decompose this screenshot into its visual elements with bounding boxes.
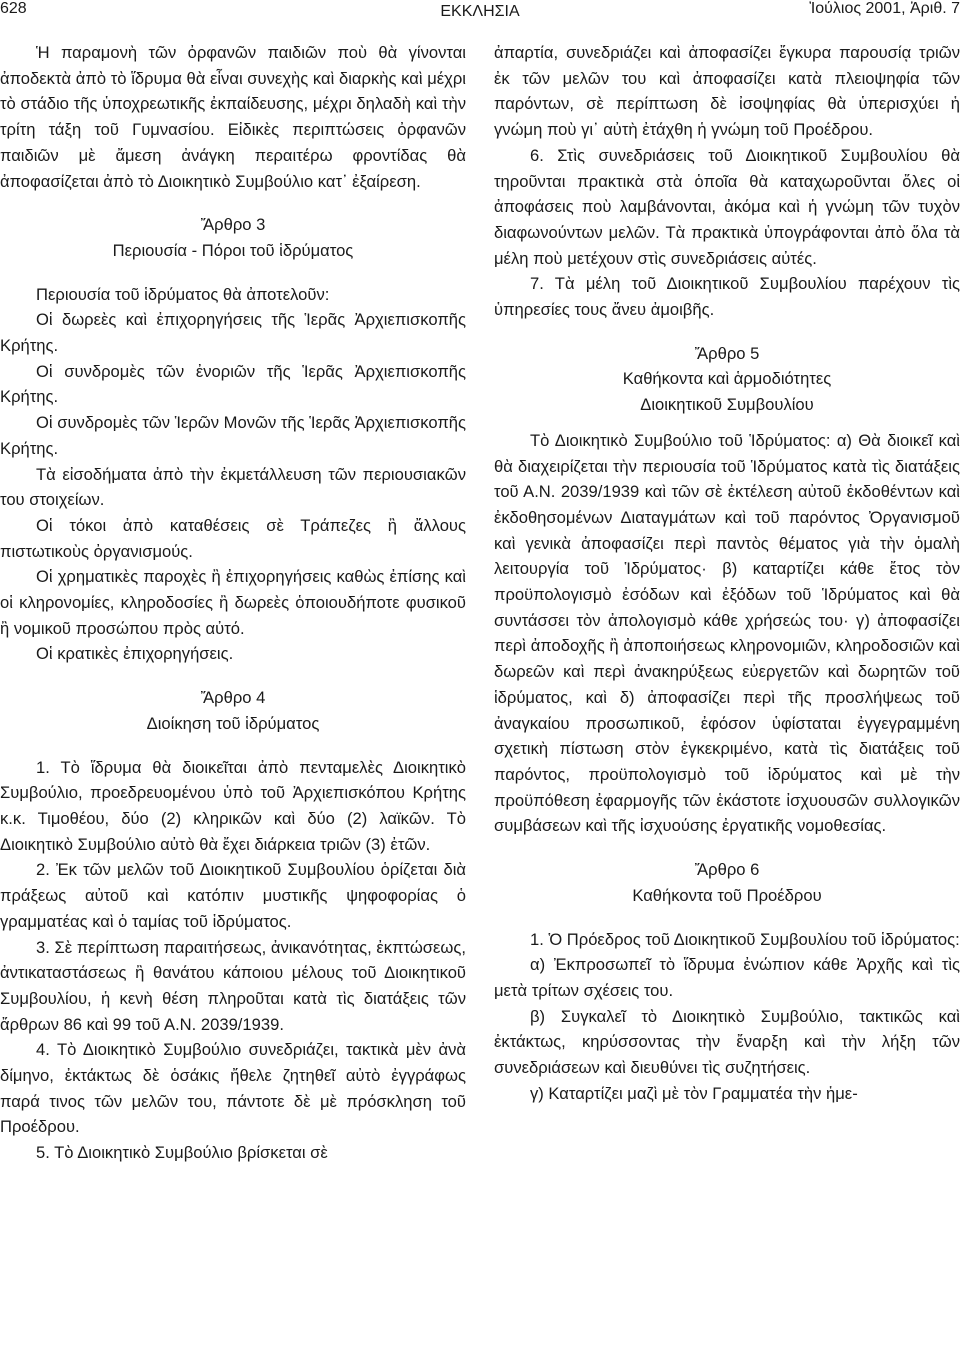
- article-5-paragraph: Τὸ Διοικητικὸ Συμβούλιο τοῦ Ἱδρύματος: α) Θὰ διοικεῖ καὶ θὰ διαχειρίζεται τὴν περιουσία τοῦ Ἱδρύματος κατὰ τὶς διατάξεις τοῦ Α.Ν. 2039/1939 καὶ τῶν σὲ ἐκτέλεση αὐτοῦ ἐκδοθέντων καὶ ἐκδοθησομένων Διαταγμάτων καὶ τοῦ παρόντος Ὀργανισμοῦ καὶ γενικὰ ἀποφασίζει περὶ παντὸς θέματος γιὰ τὴν ὁμαλὴ λειτουργία τοῦ Ἱδρύματος· β) καταρτίζει κάθε ἔτος τὸν προϋπολογισμὸ ἐσόδων καὶ ἐξόδων τοῦ Ἱδρύματος καὶ θὰ συντάσσει τὸν ἀπολογισμὸ κάθε χρήσεώς του· γ) ἀποφασίζει περὶ ἀποδοχῆς ἢ ἀποποιήσεως κληρονομιῶν, κληροδοσιῶν καὶ δωρεῶν καὶ περὶ ἀνακηρύξεως εὐεργετῶν καὶ δωρητῶν τοῦ ἱδρύματος, καὶ δ) ἀποφασίζει περὶ τῆς προσλήψεως τοῦ ἀναγκαίου προσωπικοῦ, ἐφόσον ὑφίσταται ἐγγεγραμμένη σχετικὴ πίστωση στὸν ἐγκεκριμένο, κατὰ τὶς διατάξεις τοῦ παρόντος, προϋπολογισμὸ τοῦ ἱδρύματος καὶ μὲ τὴν προϋπόθεση ἐφαρμογῆς τῶν ἑκάστοτε ἰσχυουσῶν συλλογικῶν συμβάσεων καὶ τῆς ἰσχυούσης ἐργατικῆς νομοθεσίας.: [494, 430, 960, 836]
- list-item: Οἱ τόκοι ἀπὸ καταθέσεις σὲ Τράπεζες ἢ ἄλλους πιστωτικοὺς ὀργανισμούς.: [0, 515, 466, 561]
- article-5-title: Ἄρθρο 5: [694, 343, 760, 363]
- article-3-intro: Περιουσία τοῦ ἱδρύματος θὰ ἀποτελοῦν:: [36, 284, 330, 304]
- list-item: Τὰ εἰσοδήματα ἀπὸ τὴν ἐκμετάλλευση τῶν περιουσιακῶν του στοιχείων.: [0, 464, 466, 510]
- article-4-subtitle: Διοίκηση τοῦ ἱδρύματος: [146, 713, 320, 733]
- article-5-subtitle: Καθήκοντα καὶ ἁρμοδιότητες: [622, 369, 832, 389]
- left-column: [0, 40, 466, 1166]
- issue-date: Ἰούλιος 2001, Ἀριθ. 7: [809, 0, 960, 17]
- article-4-paragraph-7: 7. Τὰ μέλη τοῦ Διοικητικοῦ Συμβουλίου παρέχουν τὶς ὑπηρεσίες τους ἄνευ ἀμοιβῆς.: [494, 274, 960, 320]
- list-item: Οἱ συνδρομὲς τῶν Ἱερῶν Μονῶν τῆς Ἱερᾶς Ἀρχιεπισκοπῆς Κρήτης.: [0, 413, 466, 458]
- continued-paragraph: ἀπαρτία, συνεδριάζει καὶ ἀποφασίζει ἔγκυρα παρουσίᾳ τριῶν ἐκ τῶν μελῶν του καὶ ἀποφασίζει κατὰ πλειοψηφία τῶν παρόντων, σὲ περίπτωση δὲ ἰσοψηφίας θὰ ὑπερισχύει ἡ γνώμη ποὺ γι᾿ αὐτὴ ἐτάχθη ἡ γνώμη τοῦ Προέδρου.: [494, 43, 960, 140]
- article-3-subtitle: Περιουσία - Πόροι τοῦ ἱδρύματος: [112, 240, 354, 260]
- article-4-title: Ἄρθρο 4: [200, 688, 266, 708]
- article-4-paragraph-1: 1. Τὸ ἵδρυμα θὰ διοικεῖται ἀπὸ πενταμελὲς Διοικητικὸ Συμβούλιο, προεδρευομένου ὑπὸ τοῦ Ἀρχιεπισκόπου Κρήτης κ.κ. Τιμοθέου, δύο (2) κληρικῶν καὶ δύο (2) λαϊκῶν. Τὸ Διοικητικὸ Συμβούλιο αὐτὸ θὰ ἔχει διάρκεια τριῶν (3) ἐτῶν.: [0, 757, 466, 854]
- list-item: Οἱ χρηματικὲς παροχὲς ἢ ἐπιχορηγήσεις καθὼς ἐπίσης καὶ οἱ κληρονομίες, κληροδοσίες ἢ δωρεὲς ὁποιουδήποτε φυσικοῦ ἢ νομικοῦ προσώπου πρὸς αὐτό.: [0, 567, 466, 638]
- article-6-item-c: γ) Καταρτίζει μαζὶ μὲ τὸν Γραμματέα τὴν ἡμε-: [530, 1083, 858, 1103]
- list-item: Οἱ κρατικὲς ἐπιχορηγήσεις.: [36, 644, 234, 664]
- article-6-subtitle: Καθήκοντα τοῦ Προέδρου: [632, 885, 822, 905]
- article-4-paragraph-6: 6. Στὶς συνεδριάσεις τοῦ Διοικητικοῦ Συμβουλίου θὰ τηροῦνται πρακτικὰ στὰ ὁποῖα θὰ καταχωροῦνται ὅλες οἱ ἀποφάσεις ποὺ λαμβάνονται, ἀκόμα καὶ ἡ γνώμη τῶν τυχὸν διαφωνούντων μελῶν. Τὰ πρακτικὰ ὑπογράφονται ἀπὸ ὅλα τὰ μέλη ποὺ μετέχουν στὶς συνεδριάσεις αὐτές.: [494, 145, 960, 268]
- article-6-item-a: α) Ἐκπροσωπεῖ τὸ ἵδρυμα ἐνώπιον κάθε Ἀρχῆς καὶ τὶς μετὰ τρίτων σχέσεις του.: [494, 955, 960, 1000]
- article-4-paragraph-3: 3. Σὲ περίπτωση παραιτήσεως, ἀνικανότητας, ἐκπτώσεως, ἀντικαταστάσεως ἢ θανάτου κάποιου μέλους τοῦ Διοικητικοῦ Συμβουλίου, ἡ κενὴ θέση πληροῦται κατὰ τὶς διατάξεις τῶν ἄρθρων 86 καὶ 99 τοῦ Α.Ν. 2039/1939.: [0, 937, 466, 1034]
- article-6-title: Ἄρθρο 6: [694, 860, 760, 880]
- list-item: Οἱ συνδρομὲς τῶν ἐνοριῶν τῆς Ἱερᾶς Ἀρχιεπισκοπῆς Κρήτης.: [0, 361, 466, 407]
- page-number: 628: [0, 0, 27, 17]
- article-6-paragraph-1: 1. Ὁ Πρόεδρος τοῦ Διοικητικοῦ Συμβουλίου τοῦ ἱδρύματος:: [530, 929, 960, 949]
- intro-paragraph: Ἡ παραμονὴ τῶν ὀρφανῶν παιδιῶν ποὺ θὰ γίνονται ἀποδεκτὰ ἀπὸ τὸ ἵδρυμα θὰ εἶναι συνεχὴς καὶ διαρκὴς καὶ μέχρι τὸ στάδιο τῆς ὑποχρεωτικῆς ἐκπαίδευσης, μέχρι δηλαδὴ καὶ τὴν τρίτη τάξη τοῦ Γυμνασίου. Εἰδικὲς περιπτώσεις ὀρφανῶν παιδιῶν μὲ ἄμεση ἀνάγκη περαιτέρω φροντίδας θὰ ἀποφασίζεται ἀπὸ τὸ Διοικητικὸ Συμβούλιο κατ᾿ ἐξαίρεση.: [0, 43, 466, 191]
- article-5-subtitle-2: Διοικητικοῦ Συμβουλίου: [640, 395, 814, 415]
- right-column: [494, 40, 960, 1106]
- article-3-title: Ἄρθρο 3: [200, 215, 266, 235]
- article-6-item-b: β) Συγκαλεῖ τὸ Διοικητικὸ Συμβούλιο, τακτικῶς καὶ ἐκτάκτως, κηρύσσοντας τὴν ἔναρξη καὶ τὴν λήξη τῶν συνεδριάσεων καὶ διευθύνει τὶς συζητήσεις.: [494, 1006, 960, 1078]
- running-title: ΕΚΚΛΗΣΙΑ: [440, 3, 520, 20]
- list-item: Οἱ δωρεὲς καὶ ἐπιχορηγήσεις τῆς Ἱερᾶς Ἀρχιεπισκοπῆς Κρήτης.: [0, 310, 466, 356]
- article-4-paragraph-5: 5. Τὸ Διοικητικὸ Συμβούλιο βρίσκεται σὲ: [36, 1143, 328, 1163]
- page-header: [0, 0, 960, 30]
- article-4-paragraph-4: 4. Τὸ Διοικητικὸ Συμβούλιο συνεδριάζει, τακτικὰ μὲν ἀνὰ δίμηνο, ἐκτάκτως δὲ ὁσάκις ἤθελε ζητηθεῖ αὐτὸ ἐγγράφως παρά τινος τῶν μελῶν του, πάντοτε δὲ μὲ πρόσκληση τοῦ Προέδρου.: [0, 1040, 466, 1137]
- article-4-paragraph-2: 2. Ἐκ τῶν μελῶν τοῦ Διοικητικοῦ Συμβουλίου ὁρίζεται διὰ πράξεως αὐτοῦ καὶ κατόπιν μυστικῆς ψηφοφορίας ὁ γραμματέας καὶ ὁ ταμίας τοῦ ἱδρύματος.: [0, 860, 466, 931]
